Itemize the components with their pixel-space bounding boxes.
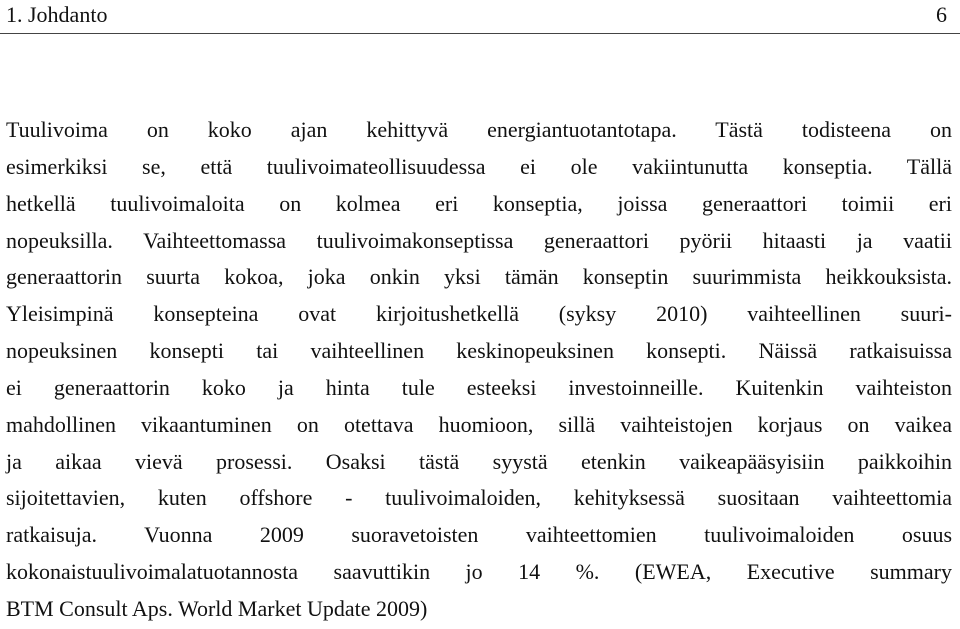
paragraph-line: mahdollinen vikaantuminen on otettava huomioon, sillä vaihteistojen korjaus on vaikea: [6, 411, 952, 437]
page-number: 6: [936, 2, 947, 27]
paragraph-line: nopeuksinen konsepti tai vaihteellinen keskinopeuksinen konsepti. Näissä ratkaisuissa: [6, 338, 952, 364]
paragraph-line: BTM Consult Aps. World Market Update 2009): [6, 595, 428, 621]
paragraph-line: generaattorin suurta kokoa, joka onkin yksi tämän konseptin suurimmista heikkouksista.: [6, 264, 952, 290]
chapter-title: 1. Johdanto: [6, 2, 108, 27]
paragraph-line: ei generaattorin koko ja hinta tule esteeksi investoinneille. Kuitenkin vaihteiston: [6, 374, 952, 400]
page-header: [0, 0, 960, 32]
body-paragraph: [6, 112, 952, 628]
paragraph-line: esimerkiksi se, että tuulivoimateollisuudessa ei ole vakiintunutta konseptia. Tällä: [6, 153, 952, 179]
paragraph-line: kokonaistuulivoimalatuotannosta saavuttikin jo 14 %. (EWEA, Executive summary: [6, 559, 952, 585]
paragraph-line: nopeuksilla. Vaihteettomassa tuulivoimakonseptissa generaattori pyörii hitaasti ja vaatii: [6, 227, 952, 253]
paragraph-line: ratkaisuja. Vuonna 2009 suoravetoisten vaihteettomien tuulivoimaloiden osuus: [6, 522, 952, 548]
paragraph-line: Yleisimpinä konsepteina ovat kirjoitushetkellä (syksy 2010) vaihteellinen suuri-: [6, 301, 952, 327]
paragraph-line: Tuulivoima on koko ajan kehittyvä energiantuotantotapa. Tästä todisteena on: [6, 117, 952, 142]
paragraph-line: sijoitettavien, kuten offshore - tuulivoimaloiden, kehityksessä suositaan vaihteettomia: [6, 485, 952, 511]
paragraph-line: ja aikaa vievä prosessi. Osaksi tästä syystä etenkin vaikeapääsyisiin paikkoihin: [6, 448, 952, 474]
paragraph-line: hetkellä tuulivoimaloita on kolmea eri konseptia, joissa generaattori toimii eri: [6, 190, 952, 216]
header-divider: [0, 33, 960, 34]
